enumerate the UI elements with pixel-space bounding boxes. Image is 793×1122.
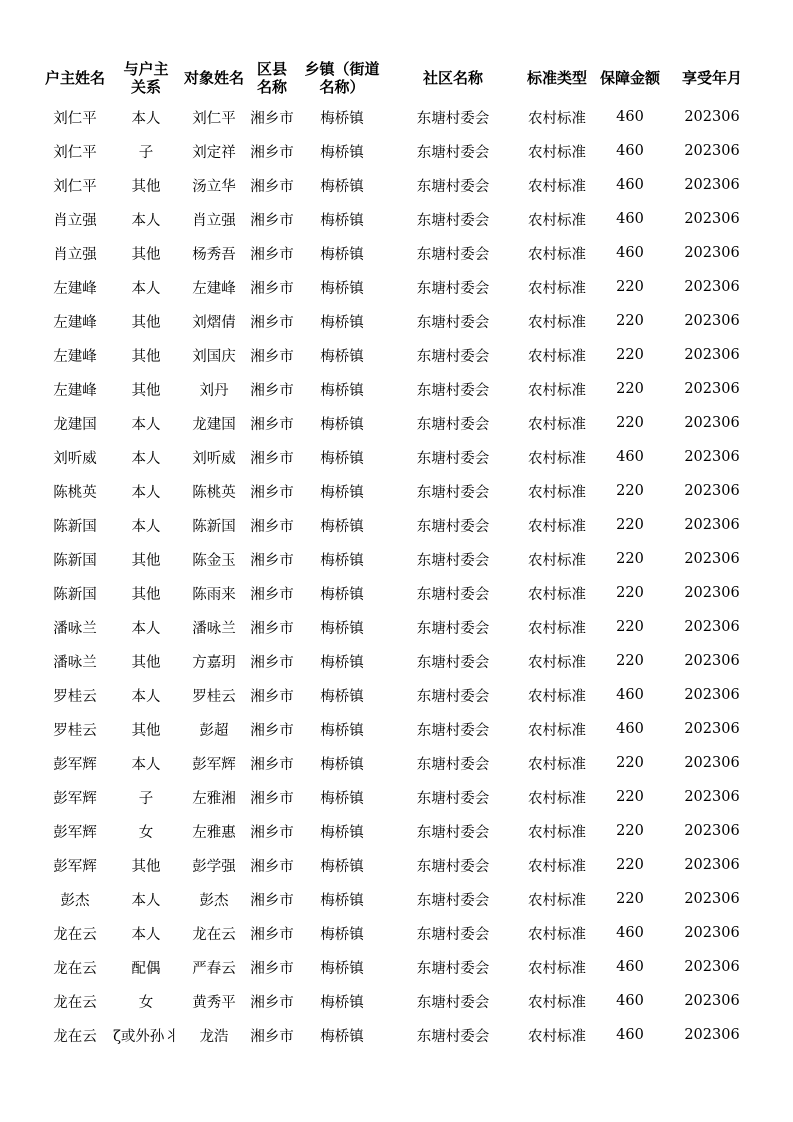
cell-county: 湘乡市 [250,1028,294,1045]
cell-relation: 其他 [131,654,161,671]
cell-township: 梅桥镇 [320,246,364,263]
cell-standard-type: 农村标准 [528,654,586,671]
cell-relation: 配偶 [131,960,161,977]
cell-community: 东塘村委会 [416,518,490,535]
cell-month: 202306 [684,143,740,159]
header-relation: 与户主 关系 [123,60,169,96]
cell-month: 202306 [684,993,740,1009]
cell-community: 东塘村委会 [416,756,490,773]
cell-county: 湘乡市 [250,416,294,433]
cell-recipient-name: 刘定祥 [192,144,236,161]
cell-county: 湘乡市 [250,314,294,331]
cell-township: 梅桥镇 [320,688,364,705]
cell-relation: 本人 [131,450,161,467]
cell-community: 东塘村委会 [416,926,490,943]
cell-county: 湘乡市 [250,688,294,705]
cell-township: 梅桥镇 [320,450,364,467]
cell-county: 湘乡市 [250,994,294,1011]
cell-township: 梅桥镇 [320,994,364,1011]
cell-month: 202306 [684,415,740,431]
cell-recipient-name: 彭超 [199,722,229,739]
cell-householder-name: 彭军辉 [53,824,97,841]
cell-relation: 本人 [131,688,161,705]
cell-amount: 220 [616,789,644,805]
header-recipient-name: 对象姓名 [183,69,244,87]
cell-recipient-name: 左建峰 [192,280,236,297]
cell-amount: 460 [616,959,644,975]
cell-township: 梅桥镇 [320,144,364,161]
header-householder-name: 户主姓名 [44,69,105,87]
cell-relation: 本人 [131,756,161,773]
cell-month: 202306 [684,483,740,499]
header-row [38,56,760,100]
cell-relation: 其他 [131,586,161,603]
cell-month: 202306 [684,755,740,771]
table-row [38,474,760,508]
cell-month: 202306 [684,245,740,261]
cell-householder-name: 龙在云 [53,960,97,977]
cell-amount: 220 [616,619,644,635]
cell-community: 东塘村委会 [416,858,490,875]
header-standard-type: 标准类型 [526,69,587,87]
cell-community: 东塘村委会 [416,314,490,331]
cell-standard-type: 农村标准 [528,110,586,127]
cell-township: 梅桥镇 [320,620,364,637]
header-amount: 保障金额 [599,69,660,87]
table-row [38,202,760,236]
cell-standard-type: 农村标准 [528,994,586,1011]
header-community: 社区名称 [422,69,483,87]
table-row [38,134,760,168]
cell-householder-name: 潘咏兰 [53,654,97,671]
cell-amount: 220 [616,347,644,363]
cell-householder-name: 彭军辉 [53,790,97,807]
cell-amount: 220 [616,857,644,873]
cell-county: 湘乡市 [250,790,294,807]
cell-householder-name: 刘仁平 [53,178,97,195]
cell-amount: 220 [616,313,644,329]
cell-standard-type: 农村标准 [528,484,586,501]
table-row [38,338,760,372]
cell-county: 湘乡市 [250,178,294,195]
cell-relation: 本人 [131,484,161,501]
cell-householder-name: 潘咏兰 [53,620,97,637]
cell-township: 梅桥镇 [320,416,364,433]
table-body [38,100,760,1052]
cell-month: 202306 [684,279,740,295]
table-row [38,746,760,780]
cell-relation: 本人 [131,212,161,229]
cell-relation: 本人 [131,518,161,535]
cell-county: 湘乡市 [250,960,294,977]
cell-community: 东塘村委会 [416,790,490,807]
table-row [38,848,760,882]
cell-householder-name: 龙在云 [53,1028,97,1045]
cell-county: 湘乡市 [250,824,294,841]
cell-county: 湘乡市 [250,586,294,603]
cell-relation: 其他 [131,314,161,331]
cell-recipient-name: 刘仁平 [192,110,236,127]
cell-recipient-name: 汤立华 [192,178,236,195]
cell-month: 202306 [684,585,740,601]
cell-township: 梅桥镇 [320,960,364,977]
cell-month: 202306 [684,687,740,703]
cell-community: 东塘村委会 [416,654,490,671]
cell-township: 梅桥镇 [320,790,364,807]
cell-recipient-name: 陈新国 [192,518,236,535]
cell-month: 202306 [684,313,740,329]
cell-relation: 其他 [131,858,161,875]
cell-householder-name: 左建峰 [53,314,97,331]
cell-standard-type: 农村标准 [528,212,586,229]
cell-relation: 女 [138,994,154,1011]
cell-community: 东塘村委会 [416,722,490,739]
cell-relation: 本人 [131,926,161,943]
cell-township: 梅桥镇 [320,824,364,841]
cell-recipient-name: 龙建国 [192,416,236,433]
cell-amount: 460 [616,109,644,125]
table-row [38,270,760,304]
cell-recipient-name: 龙在云 [192,926,236,943]
cell-standard-type: 农村标准 [528,518,586,535]
cell-county: 湘乡市 [250,246,294,263]
cell-standard-type: 农村标准 [528,790,586,807]
cell-recipient-name: 肖立强 [192,212,236,229]
cell-relation: 本人 [131,620,161,637]
relief-roster-table [38,56,760,1052]
cell-county: 湘乡市 [250,280,294,297]
cell-township: 梅桥镇 [320,586,364,603]
cell-standard-type: 农村标准 [528,144,586,161]
cell-householder-name: 左建峰 [53,382,97,399]
cell-standard-type: 农村标准 [528,382,586,399]
cell-recipient-name: 陈桃英 [192,484,236,501]
cell-community: 东塘村委会 [416,994,490,1011]
cell-householder-name: 左建峰 [53,348,97,365]
cell-community: 东塘村委会 [416,620,490,637]
cell-relation: 女 [138,824,154,841]
header-month: 享受年月 [681,69,742,87]
cell-relation: 子 [138,790,154,807]
cell-township: 梅桥镇 [320,280,364,297]
cell-month: 202306 [684,959,740,975]
cell-standard-type: 农村标准 [528,756,586,773]
cell-relation: 其他 [131,722,161,739]
table-row [38,814,760,848]
cell-recipient-name: 左雅惠 [192,824,236,841]
cell-amount: 460 [616,993,644,1009]
cell-amount: 460 [616,721,644,737]
cell-community: 东塘村委会 [416,416,490,433]
table-row [38,100,760,134]
cell-community: 东塘村委会 [416,144,490,161]
cell-standard-type: 农村标准 [528,348,586,365]
cell-standard-type: 农村标准 [528,960,586,977]
cell-community: 东塘村委会 [416,450,490,467]
cell-householder-name: 彭军辉 [53,858,97,875]
cell-community: 东塘村委会 [416,178,490,195]
cell-standard-type: 农村标准 [528,892,586,909]
table-row [38,576,760,610]
cell-month: 202306 [684,653,740,669]
cell-recipient-name: 黄秀平 [192,994,236,1011]
cell-recipient-name: 陈金玉 [192,552,236,569]
table-row [38,984,760,1018]
cell-county: 湘乡市 [250,620,294,637]
cell-month: 202306 [684,177,740,193]
cell-standard-type: 农村标准 [528,246,586,263]
cell-amount: 460 [616,211,644,227]
cell-recipient-name: 彭杰 [199,892,229,909]
table-row [38,406,760,440]
cell-standard-type: 农村标准 [528,824,586,841]
cell-county: 湘乡市 [250,212,294,229]
cell-amount: 460 [616,449,644,465]
cell-month: 202306 [684,721,740,737]
cell-township: 梅桥镇 [320,314,364,331]
cell-householder-name: 罗桂云 [53,688,97,705]
cell-householder-name: 陈新国 [53,586,97,603]
cell-township: 梅桥镇 [320,110,364,127]
cell-standard-type: 农村标准 [528,280,586,297]
cell-amount: 460 [616,143,644,159]
cell-county: 湘乡市 [250,926,294,943]
cell-township: 梅桥镇 [320,858,364,875]
header-county: 区县 名称 [256,60,287,96]
cell-community: 东塘村委会 [416,246,490,263]
cell-community: 东塘村委会 [416,960,490,977]
cell-community: 东塘村委会 [416,212,490,229]
cell-amount: 220 [616,517,644,533]
cell-relation: 本人 [131,110,161,127]
cell-community: 东塘村委会 [416,1028,490,1045]
cell-month: 202306 [684,823,740,839]
cell-recipient-name: 潘咏兰 [192,620,236,637]
cell-relation: 其他 [131,382,161,399]
cell-county: 湘乡市 [250,892,294,909]
cell-amount: 460 [616,1027,644,1043]
cell-county: 湘乡市 [250,552,294,569]
cell-county: 湘乡市 [250,110,294,127]
cell-relation: ζ或外孙⺦ [113,1028,179,1045]
table-row [38,1018,760,1052]
table-row [38,236,760,270]
table-row [38,304,760,338]
cell-relation: 本人 [131,892,161,909]
cell-community: 东塘村委会 [416,110,490,127]
cell-recipient-name: 陈雨来 [192,586,236,603]
header-township: 乡镇（街道 名称） [304,60,380,96]
cell-standard-type: 农村标准 [528,688,586,705]
cell-amount: 460 [616,177,644,193]
cell-relation: 其他 [131,178,161,195]
table-row [38,508,760,542]
cell-county: 湘乡市 [250,450,294,467]
cell-township: 梅桥镇 [320,348,364,365]
cell-amount: 220 [616,381,644,397]
cell-month: 202306 [684,857,740,873]
cell-standard-type: 农村标准 [528,178,586,195]
cell-month: 202306 [684,1027,740,1043]
table-row [38,780,760,814]
table-row [38,916,760,950]
cell-householder-name: 陈新国 [53,518,97,535]
cell-standard-type: 农村标准 [528,552,586,569]
cell-recipient-name: 刘熠倩 [192,314,236,331]
cell-recipient-name: 杨秀吾 [192,246,236,263]
cell-county: 湘乡市 [250,858,294,875]
cell-amount: 220 [616,279,644,295]
cell-recipient-name: 方嘉玥 [192,654,236,671]
table-row [38,440,760,474]
cell-county: 湘乡市 [250,144,294,161]
cell-recipient-name: 刘国庆 [192,348,236,365]
cell-householder-name: 肖立强 [53,246,97,263]
cell-amount: 220 [616,585,644,601]
cell-relation: 其他 [131,552,161,569]
cell-county: 湘乡市 [250,382,294,399]
cell-amount: 220 [616,653,644,669]
cell-householder-name: 刘听威 [53,450,97,467]
cell-township: 梅桥镇 [320,654,364,671]
cell-month: 202306 [684,109,740,125]
table-row [38,644,760,678]
cell-relation: 子 [138,144,154,161]
cell-recipient-name: 罗桂云 [192,688,236,705]
cell-amount: 220 [616,483,644,499]
table-row [38,610,760,644]
cell-standard-type: 农村标准 [528,416,586,433]
cell-amount: 460 [616,687,644,703]
cell-standard-type: 农村标准 [528,450,586,467]
cell-relation: 本人 [131,280,161,297]
cell-standard-type: 农村标准 [528,926,586,943]
cell-standard-type: 农村标准 [528,1028,586,1045]
cell-householder-name: 刘仁平 [53,110,97,127]
cell-householder-name: 左建峰 [53,280,97,297]
cell-amount: 220 [616,415,644,431]
cell-householder-name: 彭军辉 [53,756,97,773]
cell-month: 202306 [684,789,740,805]
cell-county: 湘乡市 [250,756,294,773]
cell-month: 202306 [684,347,740,363]
cell-township: 梅桥镇 [320,756,364,773]
cell-standard-type: 农村标准 [528,722,586,739]
cell-township: 梅桥镇 [320,178,364,195]
cell-month: 202306 [684,449,740,465]
cell-recipient-name: 彭学强 [192,858,236,875]
cell-township: 梅桥镇 [320,722,364,739]
cell-standard-type: 农村标准 [528,586,586,603]
table-row [38,372,760,406]
cell-amount: 220 [616,551,644,567]
table-row [38,168,760,202]
cell-community: 东塘村委会 [416,484,490,501]
cell-month: 202306 [684,211,740,227]
cell-county: 湘乡市 [250,484,294,501]
cell-township: 梅桥镇 [320,382,364,399]
cell-amount: 220 [616,755,644,771]
cell-county: 湘乡市 [250,654,294,671]
cell-relation: 其他 [131,348,161,365]
cell-amount: 460 [616,925,644,941]
cell-householder-name: 罗桂云 [53,722,97,739]
cell-standard-type: 农村标准 [528,858,586,875]
cell-householder-name: 龙在云 [53,994,97,1011]
cell-amount: 220 [616,823,644,839]
cell-householder-name: 彭杰 [60,892,90,909]
table-row [38,678,760,712]
cell-recipient-name: 刘听威 [192,450,236,467]
cell-householder-name: 陈新国 [53,552,97,569]
cell-standard-type: 农村标准 [528,314,586,331]
cell-householder-name: 龙建国 [53,416,97,433]
cell-month: 202306 [684,381,740,397]
cell-township: 梅桥镇 [320,926,364,943]
cell-month: 202306 [684,891,740,907]
cell-month: 202306 [684,925,740,941]
cell-county: 湘乡市 [250,518,294,535]
cell-month: 202306 [684,517,740,533]
cell-relation: 本人 [131,416,161,433]
cell-township: 梅桥镇 [320,552,364,569]
cell-recipient-name: 龙浩 [199,1028,229,1045]
cell-township: 梅桥镇 [320,1028,364,1045]
cell-township: 梅桥镇 [320,212,364,229]
table-row [38,542,760,576]
cell-recipient-name: 刘丹 [199,382,229,399]
cell-community: 东塘村委会 [416,280,490,297]
table-row [38,712,760,746]
cell-relation: 其他 [131,246,161,263]
cell-township: 梅桥镇 [320,518,364,535]
cell-month: 202306 [684,551,740,567]
cell-householder-name: 龙在云 [53,926,97,943]
cell-amount: 220 [616,891,644,907]
table-row [38,882,760,916]
cell-month: 202306 [684,619,740,635]
cell-amount: 460 [616,245,644,261]
cell-county: 湘乡市 [250,348,294,365]
cell-county: 湘乡市 [250,722,294,739]
cell-householder-name: 肖立强 [53,212,97,229]
cell-community: 东塘村委会 [416,382,490,399]
cell-community: 东塘村委会 [416,552,490,569]
cell-community: 东塘村委会 [416,586,490,603]
cell-township: 梅桥镇 [320,484,364,501]
cell-community: 东塘村委会 [416,348,490,365]
cell-community: 东塘村委会 [416,824,490,841]
cell-standard-type: 农村标准 [528,620,586,637]
cell-recipient-name: 彭军辉 [192,756,236,773]
cell-township: 梅桥镇 [320,892,364,909]
table-row [38,950,760,984]
cell-householder-name: 刘仁平 [53,144,97,161]
cell-community: 东塘村委会 [416,892,490,909]
cell-recipient-name: 左雅湘 [192,790,236,807]
cell-householder-name: 陈桃英 [53,484,97,501]
cell-recipient-name: 严春云 [192,960,236,977]
cell-community: 东塘村委会 [416,688,490,705]
